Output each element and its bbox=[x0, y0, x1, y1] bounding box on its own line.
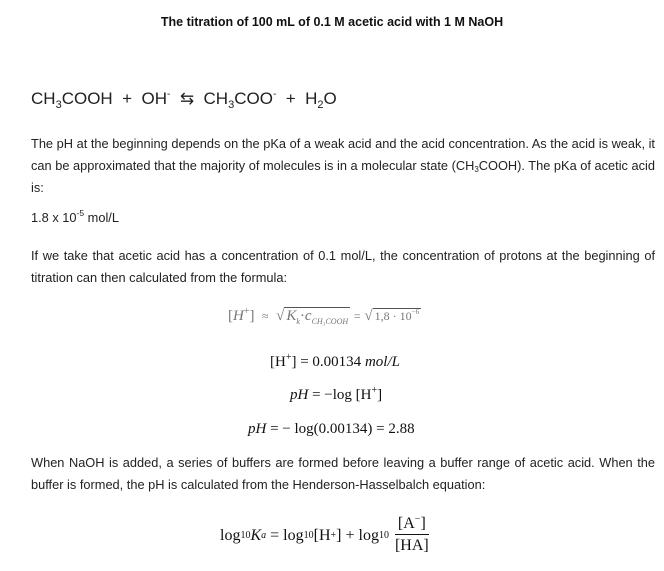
power-exponent: −6 bbox=[411, 308, 420, 316]
ka-value-unit: mol/L bbox=[84, 210, 119, 225]
hh-numerator-a: [A bbox=[397, 515, 415, 532]
ph-def-rhs-a: = −log [H bbox=[308, 387, 372, 403]
ph-result-rhs: = − log(0.00134) = 2.88 bbox=[266, 421, 415, 437]
concentration-subscript: CH₃COOH bbox=[311, 317, 349, 326]
ph-def-charge: + bbox=[371, 385, 378, 396]
multiply-dot: · bbox=[392, 309, 397, 323]
concentration-variable: c bbox=[304, 308, 312, 324]
sqrt-value bbox=[373, 308, 421, 323]
reactant-acetic-acid-rest: COOH bbox=[61, 89, 113, 108]
plus-sign: + bbox=[122, 89, 133, 108]
henderson-hasselbalch-equation: log 10 K a = log 10 [H + ] + log 10 $\frac{[A^-]}{[HA]}$ bbox=[220, 514, 432, 557]
h-bracket: [H bbox=[270, 354, 286, 370]
ph-result bbox=[248, 421, 415, 438]
hh-numerator bbox=[395, 514, 429, 535]
h-unit: mol/L bbox=[364, 354, 400, 370]
paragraph-buffer: When NaOH is added, a series of buffers are formed before leaving a buffer range of acetic acid. When the buffer is formed, the pH is calculated from the Henderson-Hasselbalch equation: bbox=[31, 455, 655, 492]
ka-subscript: k bbox=[296, 317, 300, 326]
reactant-acetic-acid-base: CH bbox=[31, 89, 56, 108]
hh-log3: log bbox=[358, 526, 379, 544]
product-water bbox=[305, 89, 337, 111]
ka-variable: K bbox=[286, 308, 297, 324]
hh-ka-var: K bbox=[250, 526, 262, 544]
reactant-acetic-acid bbox=[31, 89, 113, 111]
water-base: H bbox=[305, 89, 318, 108]
formula-lhs-charge: + bbox=[243, 306, 250, 317]
hh-fraction bbox=[392, 514, 432, 557]
page-title: The titration of 100 mL of 0.1 M acetic acid with 1 M NaOH bbox=[160, 15, 504, 29]
ph-result-lhs: pH bbox=[248, 421, 267, 437]
equilibrium-arrow-icon: ⇆ bbox=[179, 89, 195, 108]
paragraph-intro-subscript: 3 bbox=[474, 165, 479, 174]
sqrt-value-number: 1,8 bbox=[374, 309, 390, 323]
formula-lhs bbox=[228, 308, 254, 324]
ka-value bbox=[31, 210, 119, 225]
paragraph-intro bbox=[31, 133, 655, 199]
paragraph-intro-text-a: The pH at the beginning depends on the pKa of a weak acid and the acid concentration. As the acid is weak, it can be approximated that the majority of molecules is in a molecular state (CH bbox=[31, 136, 655, 173]
hh-equals: = bbox=[266, 526, 284, 544]
reactant-hydroxide bbox=[142, 89, 171, 108]
approx-sign: ≈ bbox=[261, 309, 269, 323]
sqrt-sign-icon: √ bbox=[364, 308, 373, 324]
plus-sign: + bbox=[285, 89, 296, 108]
paragraph-intro-text-b: COOH). The pKa of acetic acid is: bbox=[31, 158, 655, 195]
hh-numerator-charge: − bbox=[414, 514, 421, 525]
hh-ka-sub: a bbox=[261, 529, 267, 541]
water-subscript: 2 bbox=[317, 99, 324, 111]
water-rest: O bbox=[323, 89, 337, 108]
formula-lhs-open: [ bbox=[228, 308, 233, 324]
proton-concentration-result bbox=[270, 354, 400, 371]
paragraph-concentration: If we take that acetic acid has a concentration of 0.1 mol/L, the concentration of protons at the beginning of titration can then calculated from the formula: bbox=[31, 248, 655, 285]
reaction-equation bbox=[31, 89, 337, 109]
ph-def-lhs: pH bbox=[290, 387, 309, 403]
h-charge: + bbox=[285, 352, 292, 363]
ph-definition bbox=[290, 387, 382, 404]
sqrt-sign-icon: √ bbox=[276, 308, 285, 324]
power-base: 10 bbox=[399, 309, 412, 323]
acetate-subscript: 3 bbox=[228, 99, 235, 111]
ph-def-rhs-b: ] bbox=[377, 387, 383, 403]
hydroxide-charge: - bbox=[167, 89, 171, 100]
hh-log2: log bbox=[283, 526, 304, 544]
hh-denominator: [HA] bbox=[394, 537, 429, 554]
formula-lhs-var: H bbox=[233, 308, 244, 324]
hh-numerator-b: ] bbox=[420, 515, 426, 532]
h-value: ] = 0.00134 bbox=[291, 354, 362, 370]
multiply-dot: · bbox=[299, 308, 305, 324]
hh-log1: log bbox=[220, 526, 241, 544]
sqrt-argument bbox=[284, 307, 350, 324]
hh-h-open: [H bbox=[313, 526, 331, 544]
product-acetate bbox=[203, 89, 277, 111]
equals-sign: = bbox=[353, 309, 361, 323]
acetate-charge: - bbox=[272, 89, 277, 100]
ka-value-base: 1.8 x 10 bbox=[31, 210, 77, 225]
ka-value-exponent: -5 bbox=[76, 208, 85, 218]
formula-lhs-close: ] bbox=[249, 308, 255, 324]
proton-concentration-formula bbox=[228, 308, 421, 325]
hh-h-close: ] + bbox=[336, 526, 359, 544]
acetate-base: CH bbox=[203, 89, 229, 108]
hydroxide-base: OH bbox=[141, 89, 168, 108]
reactant-acetic-acid-subscript: 3 bbox=[55, 99, 62, 111]
acetate-rest: COO bbox=[234, 89, 273, 108]
